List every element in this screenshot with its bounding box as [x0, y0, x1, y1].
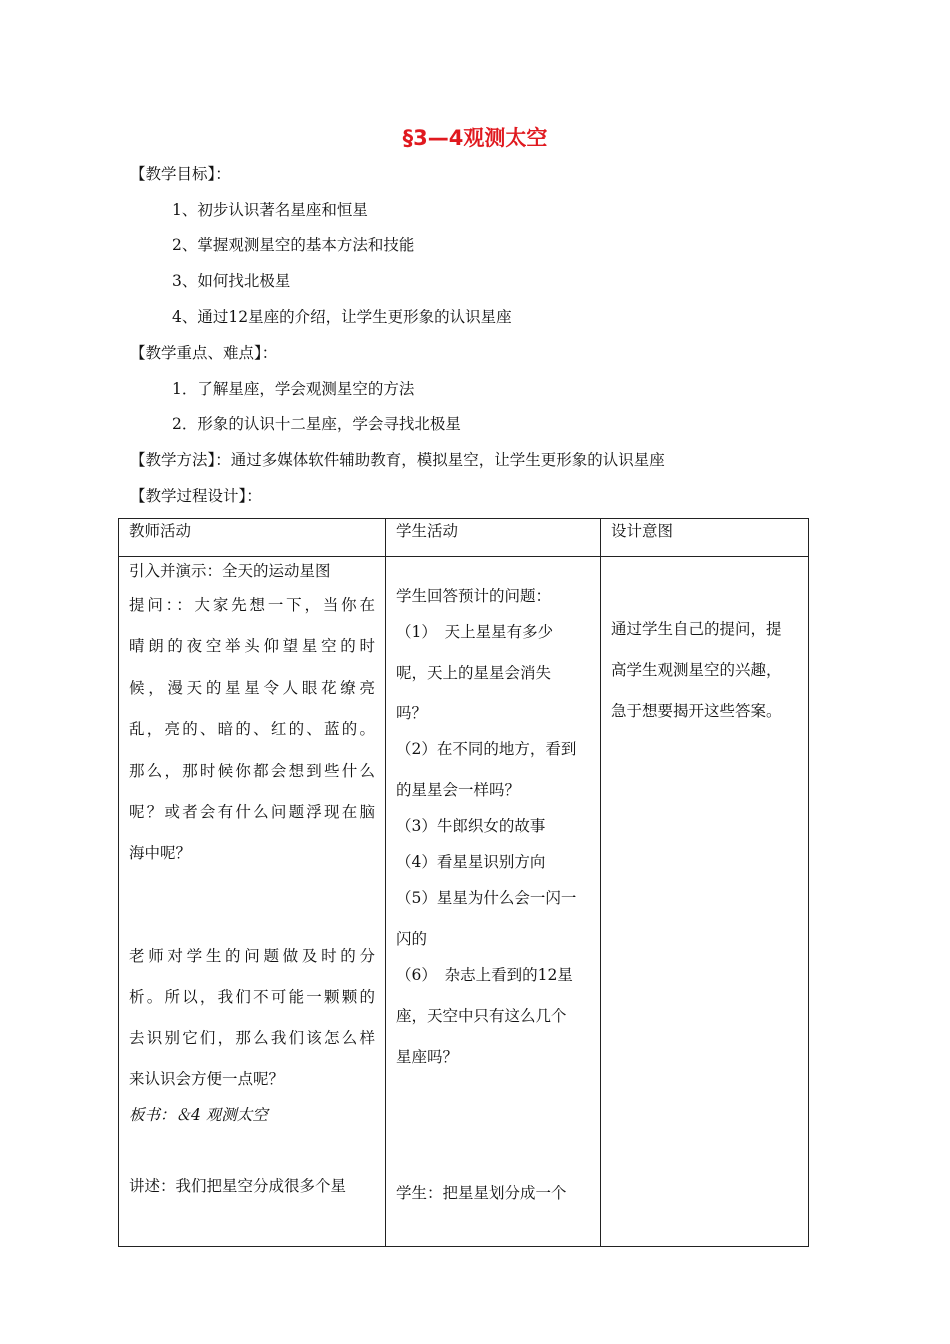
student-line: 座，天空中只有这么几个	[396, 1007, 567, 1025]
intent-cell	[601, 557, 809, 1247]
objectives-heading: 【教学目标】：	[130, 165, 231, 183]
student-line: （4）看星星识别方向	[396, 853, 546, 871]
teacher-line: 去识别它们，那么我们该怎么样	[129, 1029, 375, 1047]
intent-line: 高学生观测星空的兴趣，	[611, 661, 782, 679]
student-line: （6） 杂志上看到的12星	[396, 966, 573, 984]
teacher-line: 候，漫天的星星令人眼花缭亮	[129, 679, 375, 697]
teacher-line: 来认识会方便一点呢？	[129, 1070, 285, 1088]
page-title: §3—4观测太空	[402, 126, 548, 150]
teacher-line: 那么，那时候你都会想到些什么	[129, 762, 375, 780]
header-intent: 设计意图	[601, 519, 809, 557]
teacher-cell	[119, 557, 386, 1247]
teacher-line: 海中呢？	[129, 844, 192, 862]
objective-item: 2、掌握观测星空的基本方法和技能	[172, 236, 415, 254]
process-heading: 【教学过程设计】：	[130, 487, 262, 505]
teacher-line: 呢？或者会有什么问题浮现在脑	[129, 803, 375, 821]
student-line: 闪的	[396, 930, 428, 948]
teacher-line: 引入并演示：全天的运动星图	[129, 562, 331, 580]
header-student: 学生活动	[386, 519, 601, 557]
blackboard-note: 板书：＆4 观测太空	[129, 1106, 268, 1124]
teacher-line: 提问：：大家先想一下，当你在	[129, 596, 375, 614]
teacher-line: 析。所以，我们不可能一颗颗的	[129, 988, 375, 1006]
student-line: 的星星会一样吗？	[396, 781, 521, 799]
key-point-item: 2．形象的认识十二星座，学会寻找北极星	[172, 415, 461, 433]
key-points-heading: 【教学重点、难点】：	[130, 344, 278, 362]
student-cell	[386, 557, 601, 1247]
objective-item: 4、通过12星座的介绍，让学生更形象的认识星座	[172, 308, 512, 326]
intent-line: 通过学生自己的提问，提	[611, 620, 782, 638]
key-point-item: 1．了解星座，学会观测星空的方法	[172, 380, 415, 398]
objective-item: 3、如何找北极星	[172, 272, 291, 290]
method-text: 【教学方法】：通过多媒体软件辅助教育，模拟星空，让学生更形象的认识星座	[130, 451, 665, 469]
teacher-line: 晴朗的夜空举头仰望星空的时	[129, 637, 375, 655]
student-line: （2）在不同的地方，看到	[396, 740, 577, 758]
objective-item: 1、初步认识著名星座和恒星	[172, 201, 368, 219]
student-line: （5）星星为什么会一闪一	[396, 889, 577, 907]
student-line: 学生回答预计的问题：	[396, 587, 552, 605]
teacher-line: 讲述：我们把星空分成很多个星	[129, 1177, 347, 1195]
header-teacher: 教师活动	[119, 519, 386, 557]
table-header-row	[119, 519, 809, 557]
teacher-line: 老师对学生的问题做及时的分	[129, 947, 375, 965]
student-line: 学生：把星星划分成一个	[396, 1184, 567, 1202]
student-line: 吗？	[396, 704, 428, 722]
student-line: （3）牛郎织女的故事	[396, 817, 546, 835]
student-line: 呢，天上的星星会消失	[396, 664, 552, 682]
table-row	[119, 557, 809, 1247]
teacher-line: 乱，亮的、暗的、红的、蓝的。	[129, 720, 375, 738]
student-line: 星座吗？	[396, 1048, 459, 1066]
process-table	[118, 518, 809, 1247]
intent-line: 急于想要揭开这些答案。	[611, 702, 782, 720]
student-line: （1） 天上星星有多少	[396, 623, 554, 641]
